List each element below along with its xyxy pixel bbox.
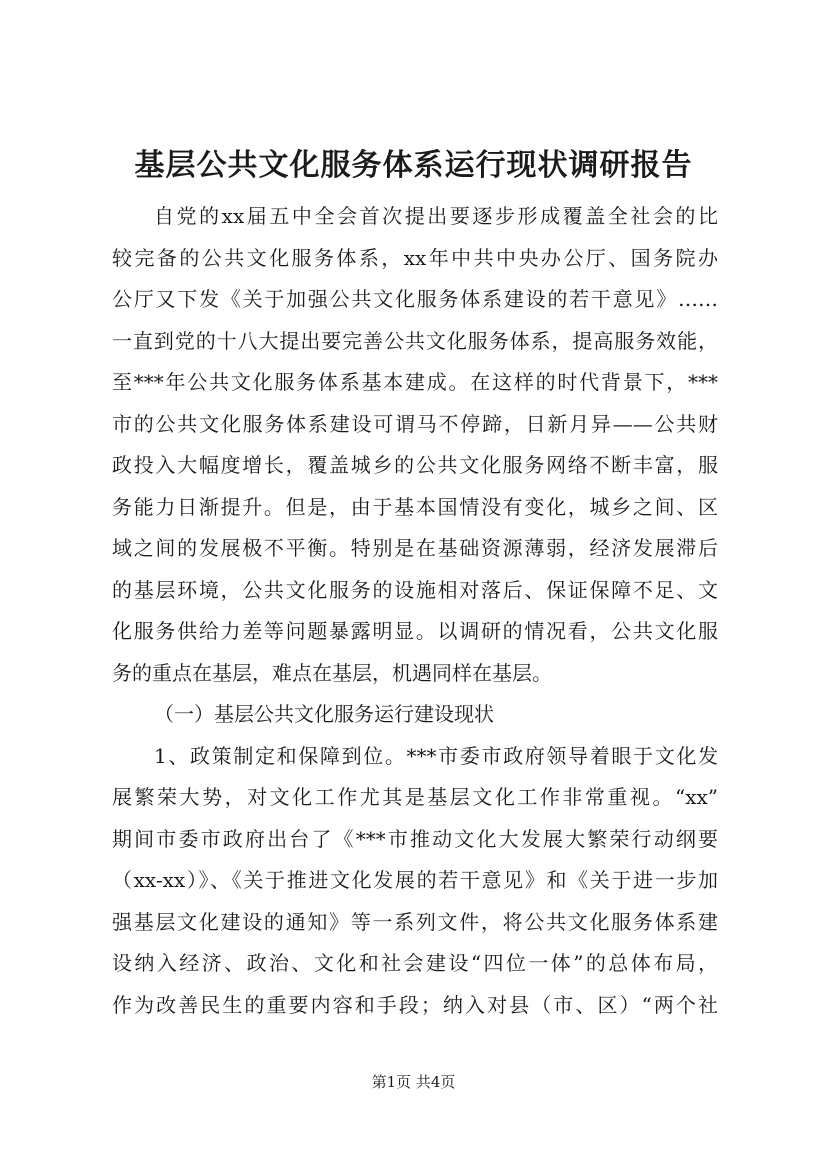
paragraph-line: 自党的xx届五中全会首次提出要逐步形成覆盖全社会的比 [154, 204, 718, 228]
paragraph-line: 作为改善民生的重要内容和手段；纳入对县（市、区）“两个社 [112, 992, 718, 1017]
paragraph-line: 期间市委市政府出台了《***市推动文化大发展大繁荣行动纲要 [112, 826, 718, 851]
paragraph-line: 1、政策制定和保障到位。***市委市政府领导着眼于文化发 [154, 743, 718, 768]
section-heading: （一）基层公共文化服务运行建设现状 [154, 702, 494, 726]
paragraph-line: 一直到党的十八大提出要完善公共文化服务体系，提高服务效能， [112, 328, 718, 353]
paragraph-line: 至***年公共文化服务体系基本建成。在这样的时代背景下，*** [112, 370, 718, 394]
page-footer: 第1页 共4页 [371, 1073, 456, 1091]
paragraph-line: 设纳入经济、政治、文化和社会建设“四位一体”的总体布局， [112, 951, 718, 975]
paragraph-line: 政投入大幅度增长，覆盖城乡的公共文化服务网络不断丰富，服 [112, 453, 718, 477]
paragraph-line: 务能力日渐提升。但是，由于基本国情没有变化，城乡之间、区 [112, 494, 718, 519]
paragraph-line: 较完备的公共文化服务体系，xx年中共中央办公厅、国务院办 [112, 245, 718, 270]
paragraph-policy [112, 736, 718, 1027]
paragraph-line: （xx-xx）》、《关于推进文化发展的若干意见》和《关于进一步加 [112, 868, 718, 892]
paragraph-line: 强基层文化建设的通知》等一系列文件，将公共文化服务体系建 [112, 909, 718, 934]
paragraph-line: 的基层环境，公共文化服务的设施相对落后、保证保障不足、文 [112, 577, 718, 602]
paragraph-line: 化服务供给力差等问题暴露明显。以调研的情况看，公共文化服 [112, 619, 718, 643]
document-body [112, 196, 718, 1026]
paragraph-line: 公厅又下发《关于加强公共文化服务体系建设的若干意见》…… [112, 287, 718, 311]
paragraph-line: 市的公共文化服务体系建设可谓马不停蹄，日新月异——公共财 [112, 411, 718, 436]
paragraph-line: 域之间的发展极不平衡。特别是在基础资源薄弱，经济发展滞后 [112, 536, 718, 560]
paragraph-intro [112, 196, 718, 694]
paragraph-line: 务的重点在基层，难点在基层，机遇同样在基层。 [112, 660, 552, 685]
paragraph-line: 展繁荣大势，对文化工作尤其是基层文化工作非常重视。“xx” [112, 785, 718, 809]
document-title: 基层公共文化服务体系运行现状调研报告 [134, 148, 693, 183]
